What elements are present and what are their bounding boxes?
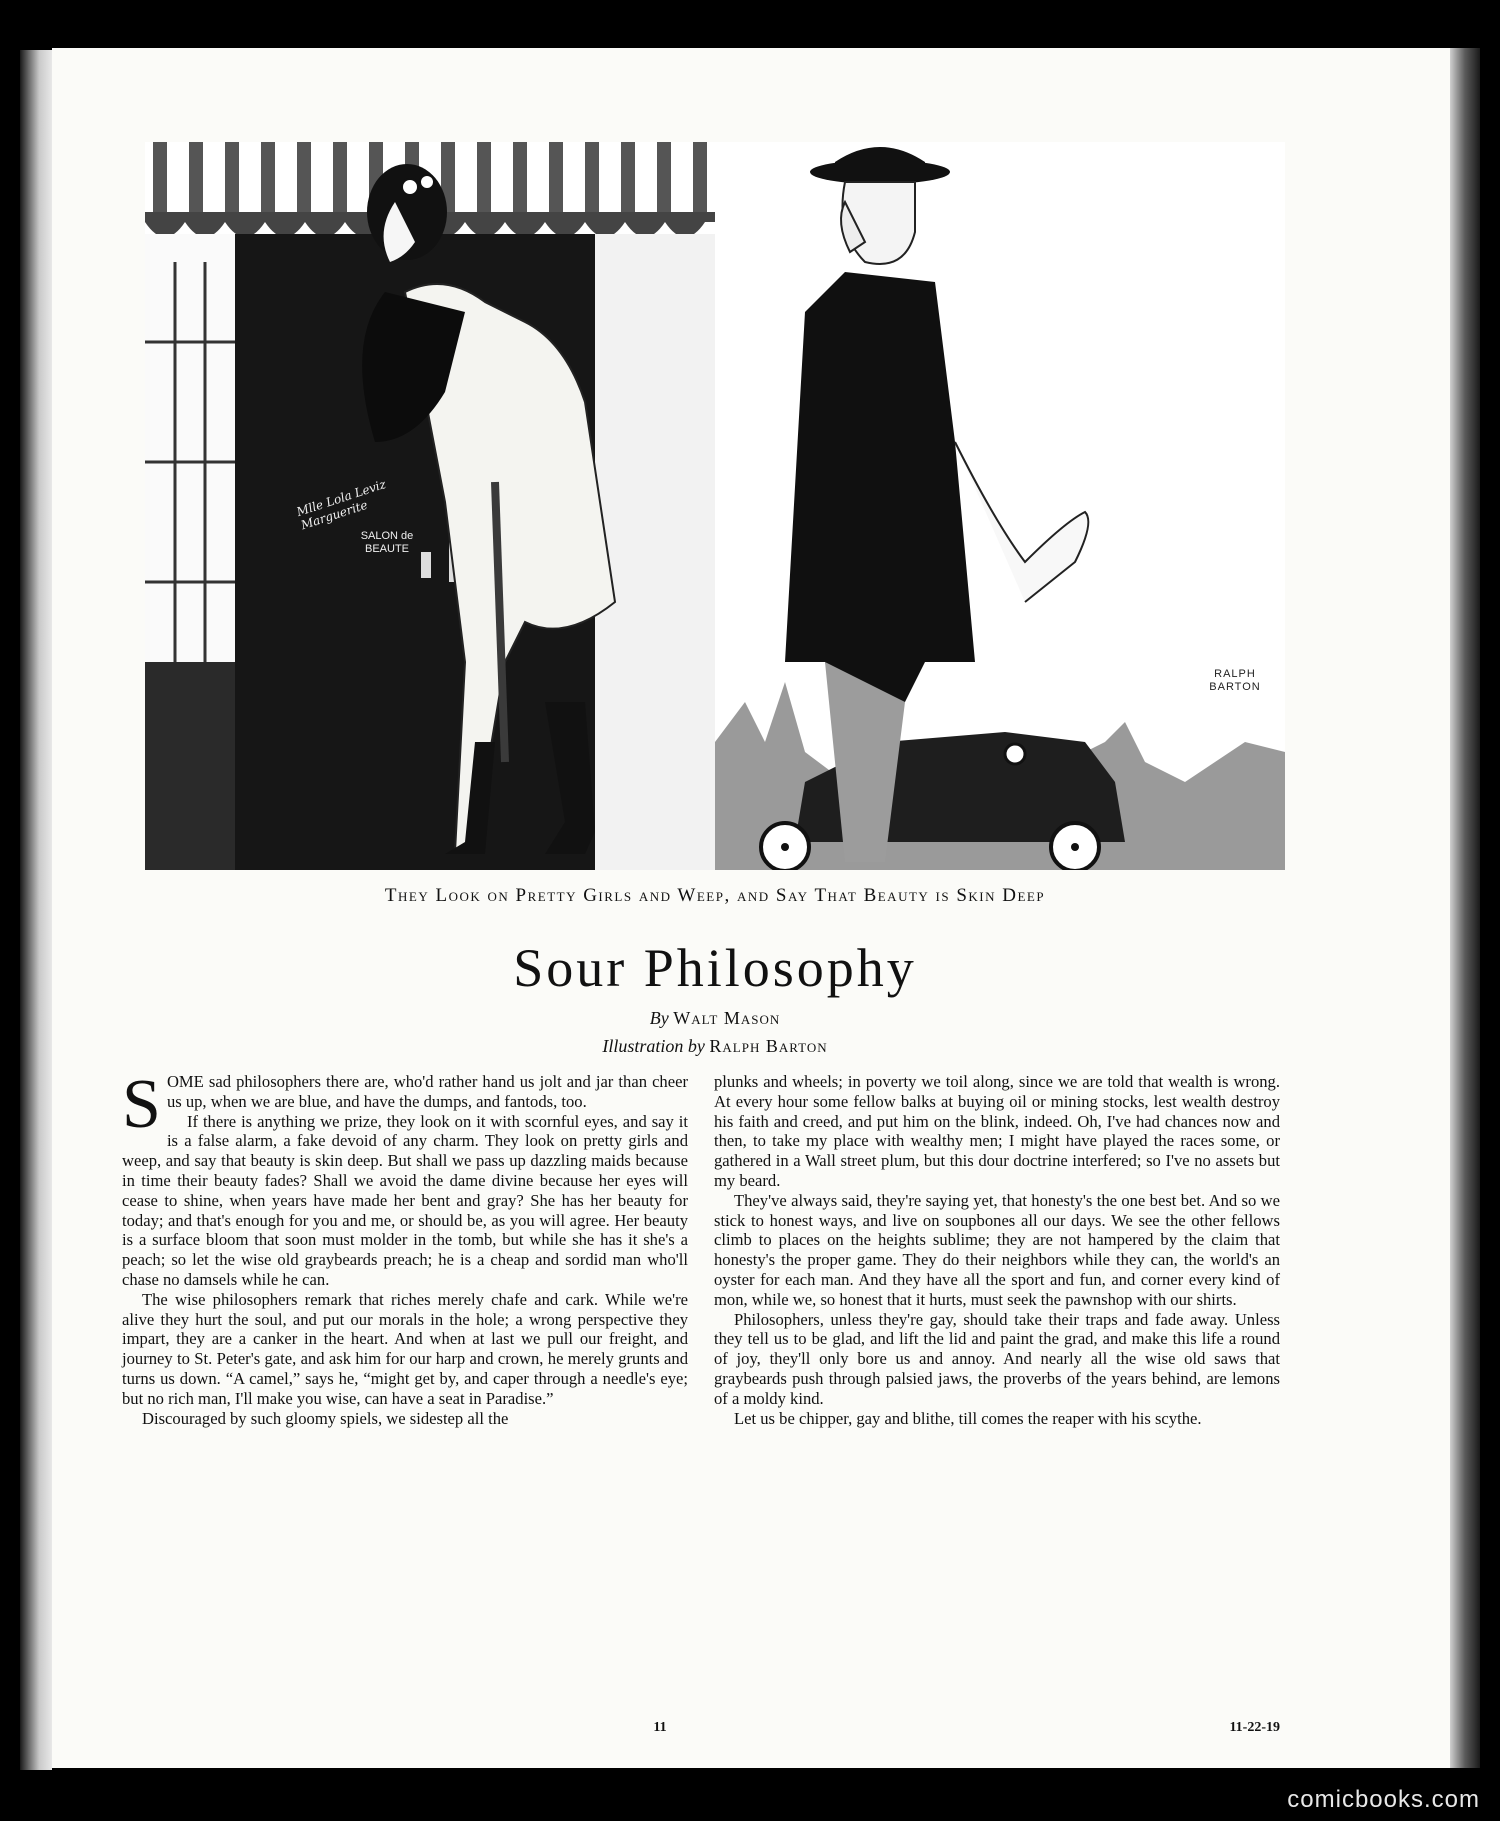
illustration-credit	[145, 1036, 1285, 1057]
illustrator-name: Ralph Barton	[709, 1036, 828, 1056]
drop-cap: S	[122, 1066, 161, 1143]
byline-prefix: By	[649, 1008, 669, 1028]
paragraph-2: If there is anything we prize, they look on it with scornful eyes, and say it is a false alarm, a fake devoid of any charm. They look on pretty girls and weep, and say that beauty is skin deep. But shall we pass up dazzling maids because in time their beauty fades? Shall we avoid the dame divine because her eyes will cease to shine, when years have made her bent and gray? She has her beauty for today; and that's enough for you and me, or should be, as you will agree. Her beauty is a surface bloom that soon must molder in the tomb, but while she has it she's a peach; so let the wise old graybeards preach; he is a cheap and sordid man who'll chase no damsels while he can.	[122, 1111, 688, 1289]
illustration-caption: They Look on Pretty Girls and Weep, and Say That Beauty is Skin Deep	[384, 885, 1046, 906]
article-column-right	[714, 1072, 1280, 1428]
article-title: Sour Philosophy	[513, 938, 917, 998]
article-column-left	[122, 1066, 688, 1428]
paragraph-5: They've always said, they're saying yet, that honesty's the one best bet. And so we stick to honest ways, and live on soupbones all our days. We see the other fellows climb to places on the heights sublime; they are not hampered by the claim that honesty's the proper game. They do their neighbors while they can, the world's an oyster for each man. And they have all the sport and fun, and corner every kind of mon, while we, so honest that it hurts, must seek the pawnshop with our shirts.	[714, 1190, 1280, 1309]
paragraph-4-continued: plunks and wheels; in poverty we toil along, since we are told that wealth is wrong. At every hour some fellow balks at buying oil or mining stocks, lest wealth destroy his faith and creed, and put him on the blink, indeed. Oh, I've had chances now and then, to take my place with wealthy men; I might have played the races some, or gathered in a Wall street plum, but this dour doctrine interfered; so I've no assets but my beard.	[714, 1072, 1280, 1190]
shop-sign-script: Mlle Lola Leviz Marguerite	[294, 477, 388, 533]
artist-signature: RALPH BARTON	[1209, 668, 1261, 693]
paragraph-1-text: sad philosophers there are, who'd rather hand us jolt and jar than cheer us up, when we are blue, and have the dumps, and fantods, too.	[166, 1072, 688, 1111]
paragraph-7: Let us be chipper, gay and blithe, till comes the reaper with his scythe.	[734, 1408, 1202, 1428]
paragraph-1	[122, 1066, 688, 1143]
page-binding-edge	[1450, 48, 1480, 1768]
lead-in: OME	[166, 1072, 204, 1091]
site-watermark: comicbooks.com	[1287, 1786, 1480, 1813]
author-name: Walt Mason	[673, 1008, 781, 1028]
illustration-credit-prefix: Illustration by	[602, 1036, 705, 1056]
curtain-window	[145, 234, 235, 694]
paragraph-3: The wise philosophers remark that riches merely chafe and cark. While we're alive they hurt the soul, and put our morals in the hole; a wrong perspective they impart, they are a canker in the heart. And when at last we pull our freight, and journey to St. Peter's gate, and ask him for our harp and crown, he merely grunts and turns us down. “A camel,” says he, “might get by, and caper through a needle's eye; but no rich man, I'll make you wise, can have a seat in Paradise.”	[122, 1289, 688, 1408]
issue-date: 11-22-19	[1229, 1720, 1280, 1735]
paragraph-4: Discouraged by such gloomy spiels, we sidestep all the	[142, 1408, 509, 1428]
page-number: 11	[653, 1720, 667, 1735]
byline	[145, 1008, 1285, 1029]
paragraph-6: Philosophers, unless they're gay, should take their traps and fade away. Unless they tell us to be glad, and lift the lid and paint the grad, and make this life a round of joy, they'll only bore us and annoy. And nearly all the wise old saws that graybeards push through palsied jaws, the proverbs of the years behind, are lemons of a moldy kind.	[714, 1309, 1280, 1408]
shop-sign-salon: SALON de BEAUTE	[360, 530, 414, 555]
facing-page-edge	[20, 50, 52, 1770]
